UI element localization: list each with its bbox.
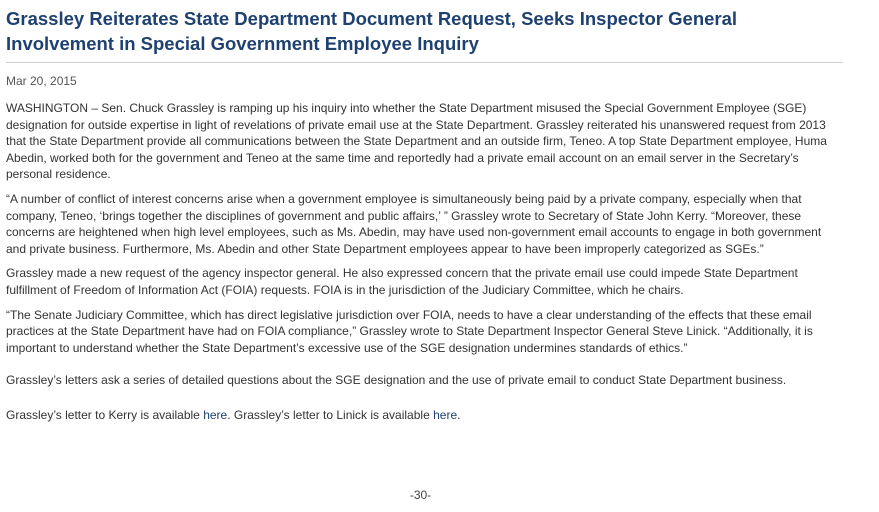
article-paragraph-2: “A number of conflict of interest concerns arise when a government employee is simultaneously being paid by a private company, especially when that company, Teneo, ‘brings together the disciplines of government and public affairs,’ ” Grassley wrote to Secretary of State John Kerry. “Moreover, these concerns are heightened when high level employees, such as Ms. Abedin, may have used non-government email accounts to engage in both government and private business. Furthermore, Ms. Abedin and other State Department employees appear to have been improperly categorized as SGEs.” xyxy=(6,191,822,256)
article-title: Grassley Reiterates State Department Document Request, Seeks Inspector General Involvement in Special Government Employee Inquiry xyxy=(6,8,738,54)
linick-letter-text: . Grassley’s letter to Linick is available xyxy=(227,407,434,422)
linick-letter-link[interactable]: here xyxy=(433,407,458,422)
letters-suffix: . xyxy=(457,407,461,422)
article-paragraph-3: Grassley made a new request of the agency inspector general. He also expressed concern that the private email use could impede State Department fulfillment of Freedom of Information Act (FOIA) requests. FOIA is in the jurisdiction of the Judiciary Committee, which he chairs. xyxy=(6,266,798,297)
article-paragraph-1: WASHINGTON – Sen. Chuck Grassley is ramping up his inquiry into whether the State Department misused the Special Government Employee (SGE) designation for outside expertise in light of revelations of private email use at the State Department. Grassley reiterated his unanswered request from 2013 that the State Department provide all communications between the State Department and an outside firm, Teneo. A top State Department employee, Huma Abedin, worked both for the government and Teneo at the same time and reportedly had a private email account on an email server in the Secretary’s personal residence. xyxy=(6,101,827,182)
title-divider xyxy=(6,62,843,63)
article-paragraph-4: “The Senate Judiciary Committee, which has direct legislative jurisdiction over FOIA, needs to have a clear understanding of the effects that these email practices at the State Department have had on FOIA compliance,” Grassley wrote to State Department Inspector General Steve Linick. “Additionally, it is important to understand whether the State Department’s excessive use of the SGE designation undermines standards of ethics.” xyxy=(6,307,813,355)
article-paragraph-5: Grassley’s letters ask a series of detailed questions about the SGE designation and the use of private email to conduct State Department business. xyxy=(6,373,787,388)
kerry-letter-text: Grassley’s letter to Kerry is available xyxy=(6,407,204,422)
article-date: Mar 20, 2015 xyxy=(6,74,77,88)
end-marker: -30- xyxy=(409,488,432,502)
letters-paragraph xyxy=(6,407,836,424)
kerry-letter-link[interactable]: here xyxy=(203,407,228,422)
